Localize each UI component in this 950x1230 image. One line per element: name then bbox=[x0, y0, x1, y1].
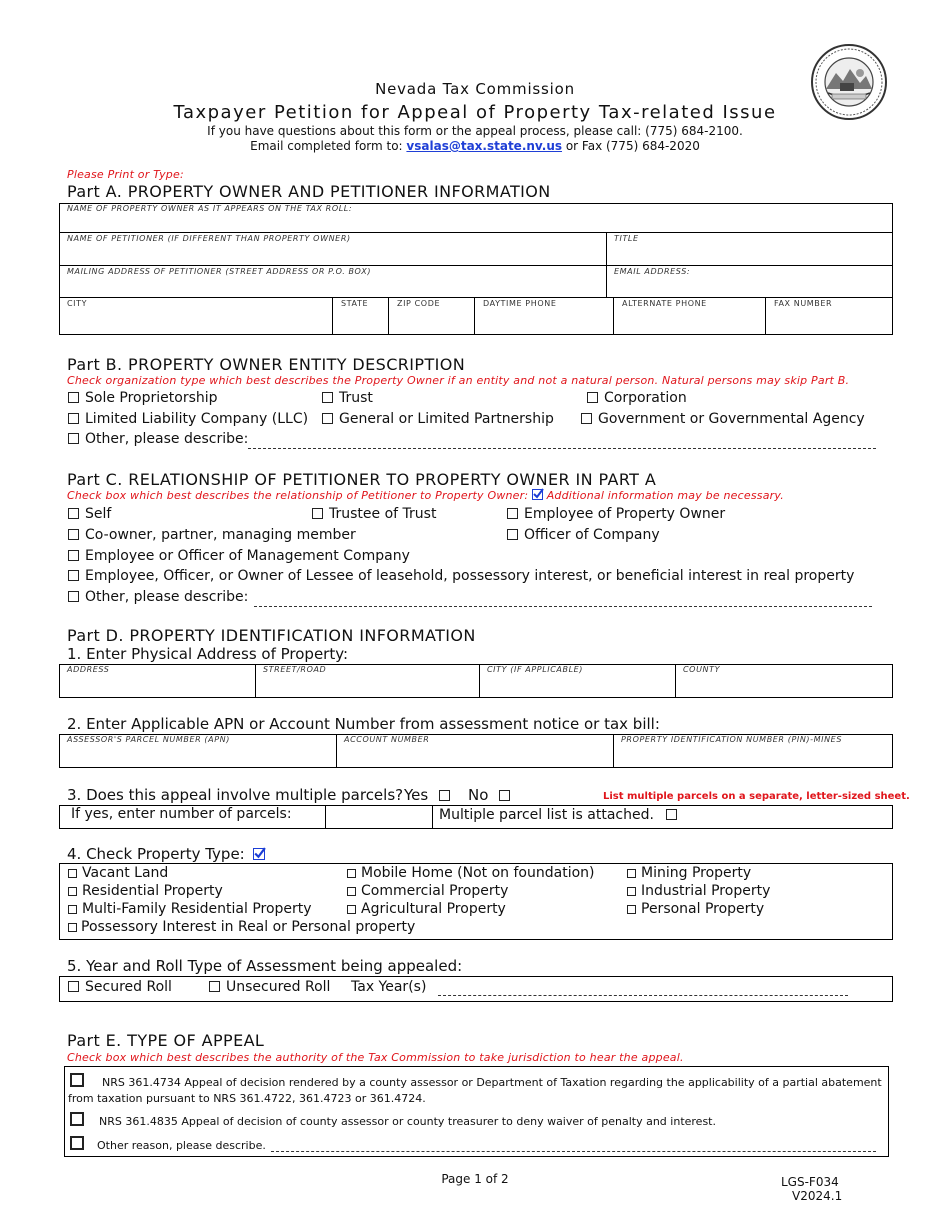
option-label: Employee, Officer, or Owner of Lessee of leasehold, possessory interest, or beneficial interest in real property bbox=[85, 568, 855, 584]
option-label: Officer of Company bbox=[524, 527, 660, 543]
appeal-other-checkbox[interactable] bbox=[70, 1134, 90, 1153]
email-suffix: or Fax (775) 684-2020 bbox=[562, 139, 700, 153]
page-number: Page 1 of 2 bbox=[441, 1172, 509, 1186]
part-c-note-a: Check box which best describes the relationship of Petitioner to Property Owner: bbox=[67, 489, 529, 502]
type-mobile-home[interactable] bbox=[347, 865, 594, 881]
checkbox-icon[interactable] bbox=[70, 1112, 84, 1126]
part-e-note: Check box which best describes the authority of the Tax Commission to take jurisdiction to hear the appeal. bbox=[67, 1051, 684, 1064]
checkbox-icon[interactable] bbox=[347, 905, 356, 914]
q3-label: 3. Does this appeal involve multiple parcels? bbox=[67, 786, 404, 804]
option-label: Possessory Interest in Real or Personal property bbox=[81, 919, 416, 935]
other-entity-line[interactable] bbox=[248, 448, 876, 449]
form-version: V2024.1 bbox=[792, 1189, 843, 1203]
roll-type-box bbox=[59, 976, 893, 1002]
checkbox-icon[interactable] bbox=[499, 790, 510, 801]
state-seal-icon bbox=[810, 43, 888, 125]
checkbox-icon[interactable] bbox=[322, 392, 333, 403]
appeal-other-label: Other reason, please describe. bbox=[97, 1139, 266, 1152]
part-e-heading: Part E. TYPE OF APPEAL bbox=[67, 1031, 265, 1050]
multiple-yes[interactable] bbox=[404, 786, 456, 804]
form-id: LGS-F034 bbox=[781, 1175, 839, 1189]
owner-name-field[interactable]: NAME OF PROPERTY OWNER AS IT APPEARS ON THE TAX ROLL: bbox=[67, 204, 353, 213]
part-b-heading: Part B. PROPERTY OWNER ENTITY DESCRIPTION bbox=[67, 355, 466, 374]
checkbox-icon[interactable] bbox=[68, 591, 79, 602]
option-label: Residential Property bbox=[82, 883, 223, 899]
address-table bbox=[59, 664, 893, 698]
list-attached-option[interactable] bbox=[439, 807, 683, 823]
option-label: Mobile Home (Not on foundation) bbox=[361, 865, 595, 881]
checkbox-icon[interactable] bbox=[68, 413, 79, 424]
option-label: General or Limited Partnership bbox=[339, 411, 554, 427]
roll-unsecured[interactable] bbox=[209, 979, 330, 995]
checked-box-icon bbox=[532, 489, 543, 500]
entity-partnership[interactable] bbox=[322, 411, 554, 427]
num-parcels-label: If yes, enter number of parcels: bbox=[71, 806, 292, 822]
relationship-other[interactable] bbox=[68, 589, 248, 605]
checkbox-icon[interactable] bbox=[627, 869, 636, 878]
mailing-address-field[interactable]: MAILING ADDRESS OF PETITIONER (STREET ADDRESS OR P.O. BOX) bbox=[67, 267, 372, 276]
checkbox-icon[interactable] bbox=[68, 923, 77, 932]
multiple-parcels-note: List multiple parcels on a separate, letter-sized sheet. bbox=[603, 791, 910, 802]
entity-trust[interactable] bbox=[322, 390, 373, 406]
type-commercial[interactable] bbox=[347, 883, 508, 899]
q4-text: 4. Check Property Type: bbox=[67, 845, 245, 863]
fax-field[interactable]: FAX NUMBER bbox=[774, 299, 833, 308]
contact-line: If you have questions about this form or the appeal process, please call: (775) 684-2100. bbox=[207, 124, 743, 138]
email-line bbox=[0, 139, 950, 153]
daytime-phone-field[interactable]: DAYTIME PHONE bbox=[483, 299, 557, 308]
entity-sole-proprietorship[interactable] bbox=[68, 390, 218, 406]
yes-label: Yes bbox=[404, 786, 429, 804]
relationship-officer[interactable] bbox=[507, 527, 660, 543]
type-residential[interactable] bbox=[68, 883, 223, 899]
checkbox-icon[interactable] bbox=[627, 887, 636, 896]
county-field[interactable]: COUNTY bbox=[683, 665, 721, 674]
entity-llc[interactable] bbox=[68, 411, 308, 427]
part-c-note-b: Additional information may be necessary. bbox=[546, 489, 784, 502]
relationship-self[interactable] bbox=[68, 506, 111, 522]
account-field[interactable]: ACCOUNT NUMBER bbox=[344, 735, 430, 744]
appeal-nrs-4734-line1: NRS 361.4734 Appeal of decision rendered by a county assessor or Department of Taxation regarding the applicability of a partial abatement bbox=[102, 1076, 882, 1089]
tax-year-label: Tax Year(s) bbox=[351, 979, 427, 995]
appeal-nrs-4734-checkbox[interactable] bbox=[70, 1071, 90, 1090]
roll-secured[interactable] bbox=[68, 979, 172, 995]
appeal-nrs-4835-label: NRS 361.4835 Appeal of decision of county assessor or county treasurer to deny waiver of penalty and interest. bbox=[99, 1115, 716, 1128]
appeal-nrs-4734-line2: from taxation pursuant to NRS 361.4722, 361.4723 or 361.4724. bbox=[68, 1092, 426, 1105]
checkbox-icon[interactable] bbox=[70, 1073, 84, 1087]
checkbox-icon[interactable] bbox=[68, 508, 79, 519]
zip-field[interactable]: ZIP CODE bbox=[397, 299, 441, 308]
option-label: Other, please describe: bbox=[85, 431, 249, 447]
agency-name: Nevada Tax Commission bbox=[375, 80, 575, 98]
email-link[interactable]: vsalas@tax.state.nv.us bbox=[406, 139, 563, 153]
form-title: Taxpayer Petition for Appeal of Property Tax-related Issue bbox=[173, 102, 777, 123]
checkbox-icon[interactable] bbox=[666, 809, 677, 820]
checkbox-icon[interactable] bbox=[68, 869, 77, 878]
checkbox-icon[interactable] bbox=[322, 413, 333, 424]
option-label: Vacant Land bbox=[82, 865, 169, 881]
checkbox-icon[interactable] bbox=[581, 413, 592, 424]
checkbox-icon[interactable] bbox=[70, 1136, 84, 1150]
other-relationship-line[interactable] bbox=[254, 606, 872, 607]
checkbox-icon[interactable] bbox=[627, 905, 636, 914]
type-personal[interactable] bbox=[627, 901, 764, 917]
city-applicable-field[interactable]: CITY (IF APPLICABLE) bbox=[487, 665, 584, 674]
pin-field[interactable]: PROPERTY IDENTIFICATION NUMBER (PIN)-MINES bbox=[621, 735, 843, 744]
q4-label bbox=[67, 845, 265, 863]
tax-year-line[interactable] bbox=[438, 995, 848, 996]
q1-label: 1. Enter Physical Address of Property: bbox=[67, 645, 349, 663]
relationship-management[interactable] bbox=[68, 548, 410, 564]
option-label: Self bbox=[85, 506, 112, 522]
relationship-employee-owner[interactable] bbox=[507, 506, 725, 522]
address-field[interactable]: ADDRESS bbox=[67, 665, 110, 674]
checkbox-icon[interactable] bbox=[587, 392, 598, 403]
alternate-phone-field[interactable]: ALTERNATE PHONE bbox=[622, 299, 707, 308]
relationship-lessee[interactable] bbox=[68, 568, 854, 584]
q2-label: 2. Enter Applicable APN or Account Number from assessment notice or tax bill: bbox=[67, 715, 660, 733]
type-mining[interactable] bbox=[627, 865, 751, 881]
email-field[interactable]: EMAIL ADDRESS: bbox=[614, 267, 691, 276]
option-label: Trustee of Trust bbox=[329, 506, 437, 522]
option-label: Limited Liability Company (LLC) bbox=[85, 411, 309, 427]
option-label: Multi-Family Residential Property bbox=[82, 901, 312, 917]
option-label: Employee of Property Owner bbox=[524, 506, 726, 522]
part-b-note: Check organization type which best describes the Property Owner if an entity and not a natural person. Natural persons may skip Part B. bbox=[67, 374, 850, 387]
part-c-heading: Part C. RELATIONSHIP OF PETITIONER TO PROPERTY OWNER IN PART A bbox=[67, 470, 657, 489]
apn-field[interactable]: ASSESSOR'S PARCEL NUMBER (APN) bbox=[67, 735, 230, 744]
title-field[interactable]: TITLE bbox=[614, 234, 639, 243]
checkbox-icon[interactable] bbox=[68, 981, 79, 992]
relationship-co-owner[interactable] bbox=[68, 527, 356, 543]
q5-label: 5. Year and Roll Type of Assessment being appealed: bbox=[67, 957, 463, 975]
part-c-note bbox=[67, 489, 784, 502]
checkbox-icon[interactable] bbox=[439, 790, 450, 801]
checkbox-icon[interactable] bbox=[68, 570, 79, 581]
no-label: No bbox=[468, 786, 489, 804]
entity-government[interactable] bbox=[581, 411, 865, 427]
other-reason-line[interactable] bbox=[271, 1151, 876, 1152]
checkbox-icon[interactable] bbox=[68, 433, 79, 444]
part-d-heading: Part D. PROPERTY IDENTIFICATION INFORMATION bbox=[67, 626, 476, 645]
street-field[interactable]: STREET/ROAD bbox=[263, 665, 327, 674]
city-field[interactable]: CITY bbox=[67, 299, 88, 308]
checkbox-icon[interactable] bbox=[507, 529, 518, 540]
option-label: Employee or Officer of Management Company bbox=[85, 548, 410, 564]
checkbox-icon[interactable] bbox=[209, 981, 220, 992]
petitioner-name-field[interactable]: NAME OF PETITIONER (IF DIFFERENT THAN PROPERTY OWNER) bbox=[67, 234, 351, 243]
entity-other[interactable] bbox=[68, 431, 248, 447]
email-prefix: Email completed form to: bbox=[250, 139, 407, 153]
type-industrial[interactable] bbox=[627, 883, 770, 899]
option-label: Commercial Property bbox=[361, 883, 509, 899]
option-label: Mining Property bbox=[641, 865, 752, 881]
checkbox-icon[interactable] bbox=[347, 869, 356, 878]
type-multi-family[interactable] bbox=[68, 901, 312, 917]
checkbox-icon[interactable] bbox=[68, 529, 79, 540]
part-a-heading: Part A. PROPERTY OWNER AND PETITIONER INFORMATION bbox=[67, 182, 551, 201]
checkbox-icon[interactable] bbox=[68, 905, 77, 914]
option-label: Unsecured Roll bbox=[226, 979, 331, 995]
checkbox-icon[interactable] bbox=[347, 887, 356, 896]
appeal-nrs-4835-checkbox[interactable] bbox=[70, 1110, 90, 1129]
multiple-no[interactable] bbox=[468, 786, 516, 804]
option-label: Trust bbox=[339, 390, 373, 406]
option-label: Co-owner, partner, managing member bbox=[85, 527, 356, 543]
checkbox-icon[interactable] bbox=[507, 508, 518, 519]
state-field[interactable]: STATE bbox=[341, 299, 369, 308]
option-label: Industrial Property bbox=[641, 883, 771, 899]
list-attached-label: Multiple parcel list is attached. bbox=[439, 807, 654, 823]
checkbox-icon[interactable] bbox=[68, 887, 77, 896]
option-label: Agricultural Property bbox=[361, 901, 506, 917]
option-label: Government or Governmental Agency bbox=[598, 411, 865, 427]
checkbox-icon[interactable] bbox=[68, 392, 79, 403]
checked-box-icon bbox=[253, 848, 265, 860]
checkbox-icon[interactable] bbox=[312, 508, 323, 519]
checkbox-icon[interactable] bbox=[68, 550, 79, 561]
print-instructions: Please Print or Type: bbox=[67, 168, 184, 181]
num-parcels-input[interactable] bbox=[330, 807, 428, 825]
option-label: Secured Roll bbox=[85, 979, 172, 995]
type-possessory[interactable] bbox=[68, 919, 415, 935]
option-label: Sole Proprietorship bbox=[85, 390, 218, 406]
option-label: Other, please describe: bbox=[85, 589, 249, 605]
option-label: Corporation bbox=[604, 390, 687, 406]
type-vacant-land[interactable] bbox=[68, 865, 168, 881]
entity-corporation[interactable] bbox=[587, 390, 687, 406]
option-label: Personal Property bbox=[641, 901, 765, 917]
type-agricultural[interactable] bbox=[347, 901, 506, 917]
relationship-trustee[interactable] bbox=[312, 506, 436, 522]
